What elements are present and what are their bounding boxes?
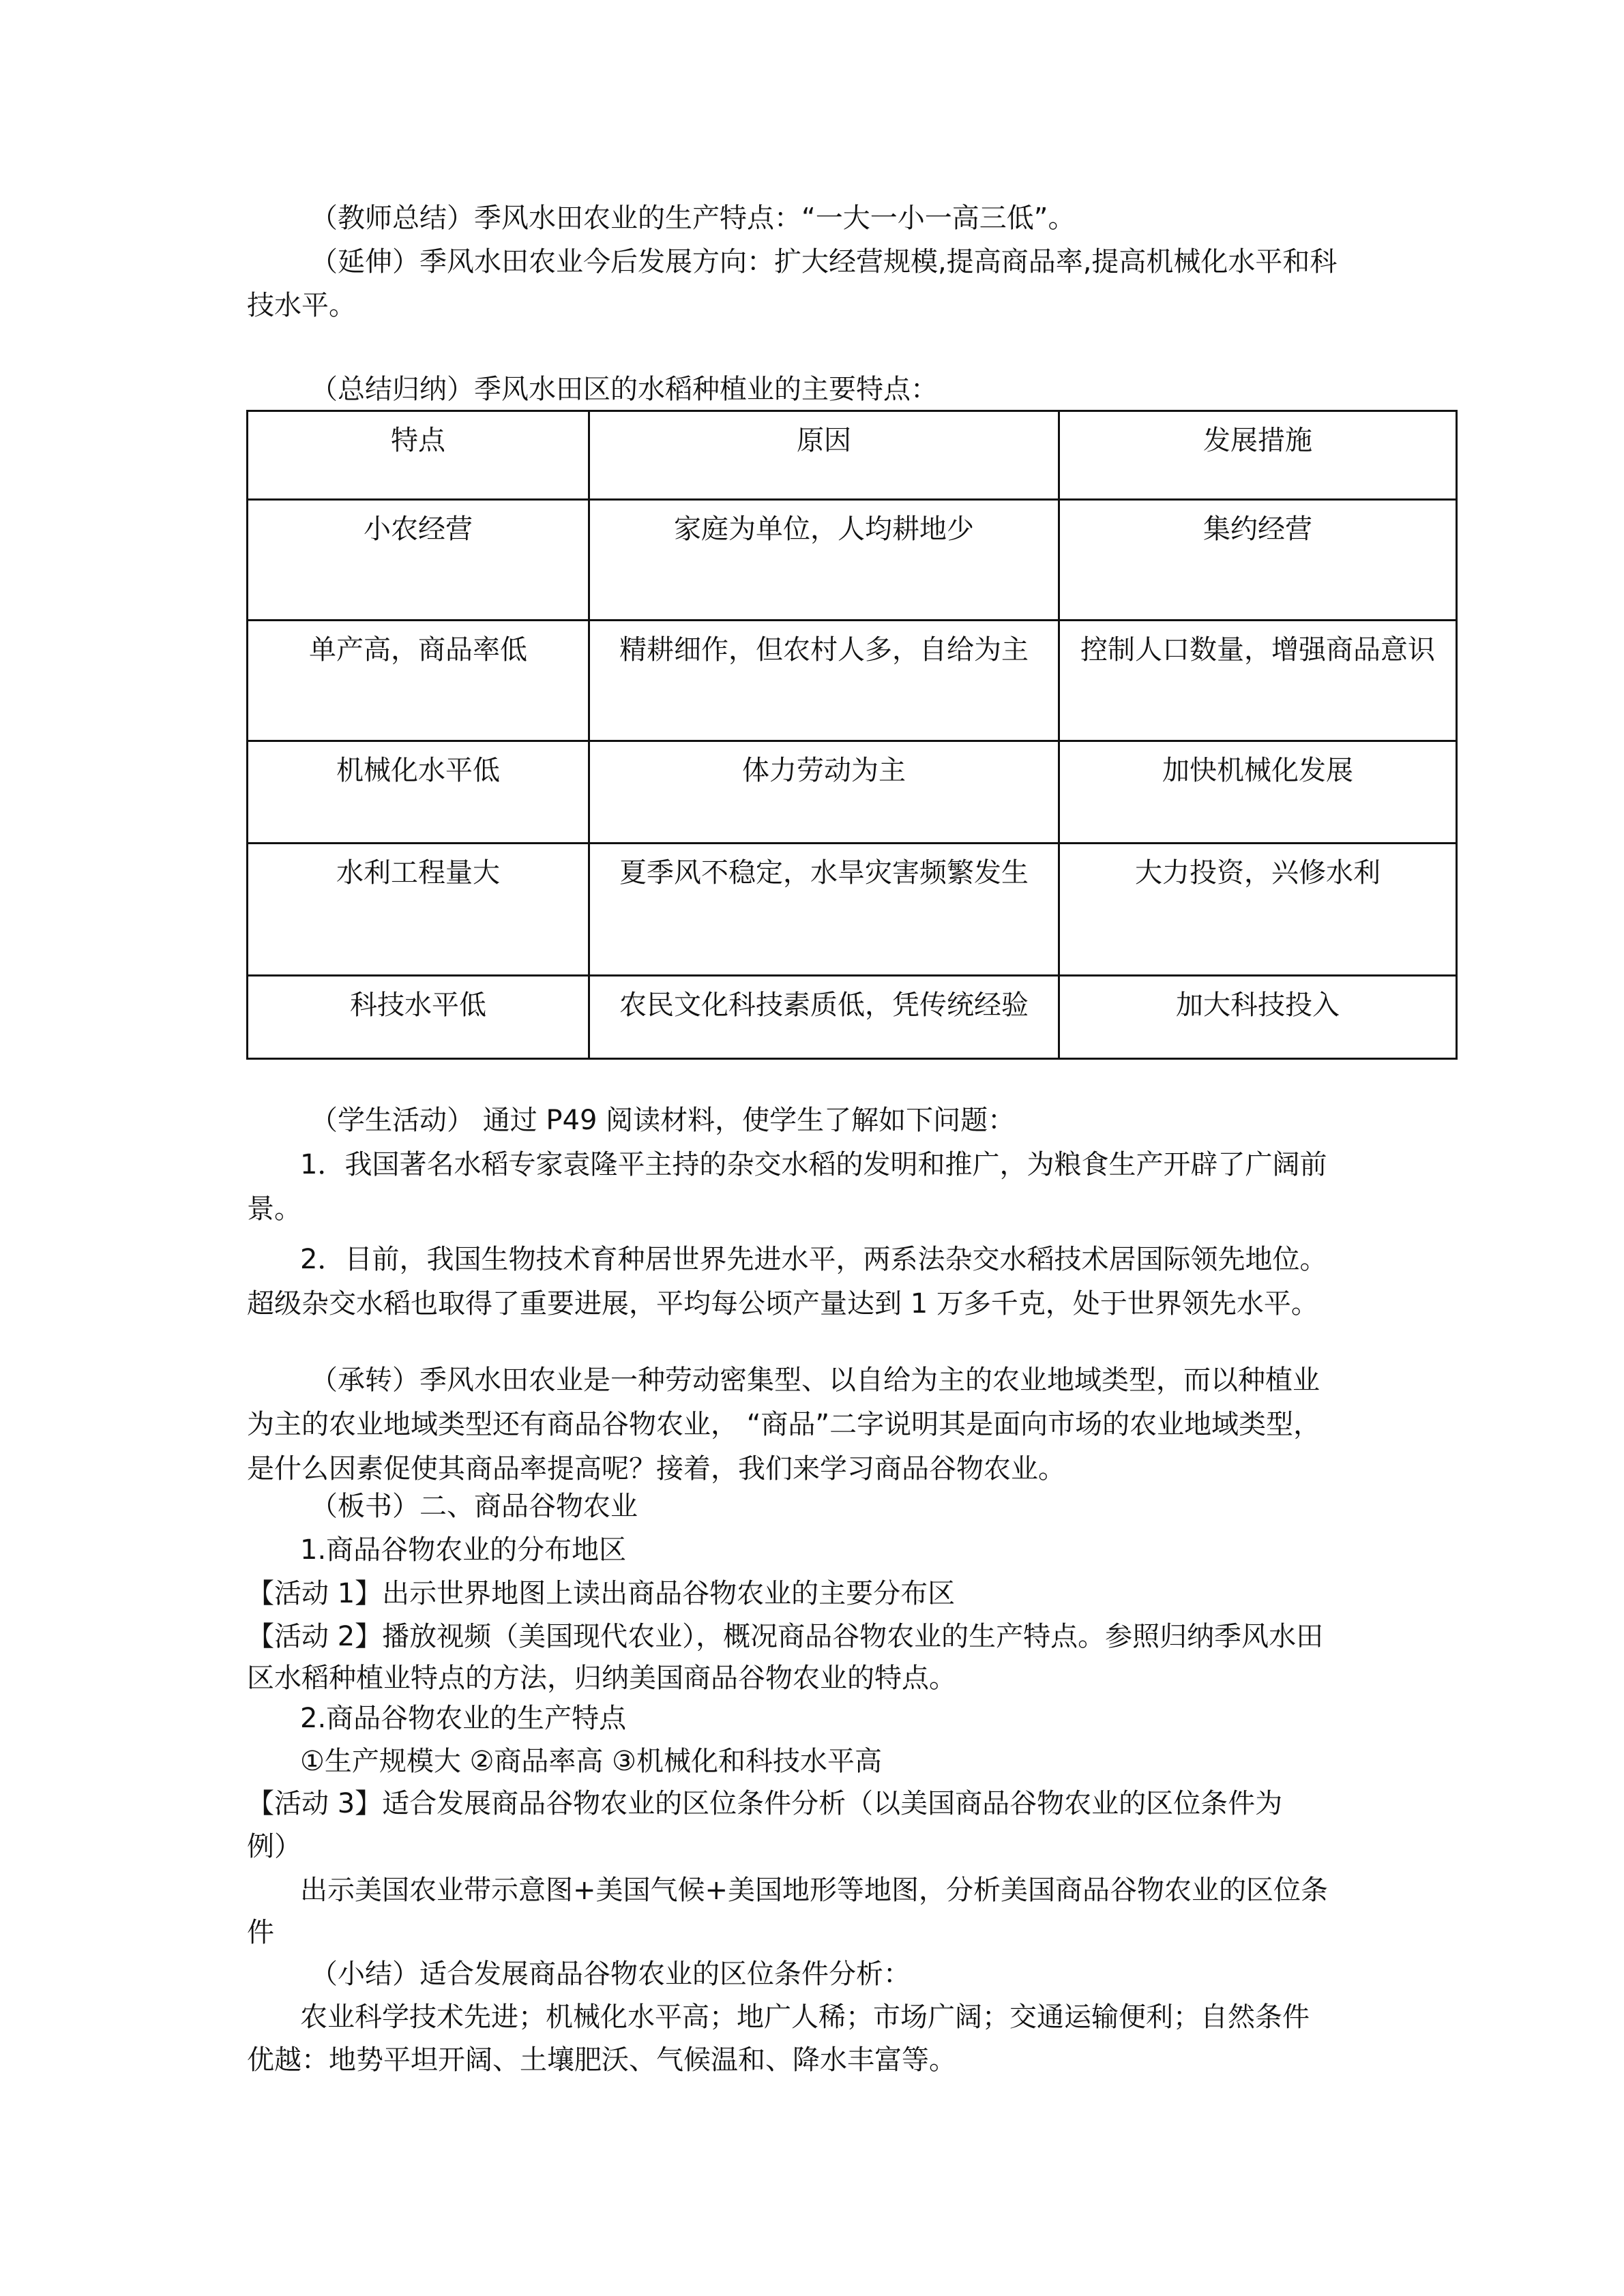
- table-cell: 夏季风不稳定，水旱灾害频繁发生: [589, 844, 1059, 976]
- table-row: [248, 500, 1457, 621]
- table-header-cell: 原因: [589, 411, 1059, 500]
- table-cell: 小农经营: [248, 500, 589, 621]
- features-table: [246, 410, 1435, 1058]
- table-cell: 体力劳动为主: [589, 741, 1059, 844]
- body-line: 出示美国农业带示意图+美国气候+美国地形等地图，分析美国商品谷物农业的区位条: [300, 1875, 1329, 1906]
- body-line: 1．我国著名水稻专家袁隆平主持的杂交水稻的发明和推广，为粮食生产开辟了广阔前: [300, 1149, 1327, 1180]
- body-line: 为主的农业地域类型还有商品谷物农业， “商品”二字说明其是面向市场的农业地域类型，: [247, 1409, 1321, 1440]
- table-row: [248, 741, 1457, 844]
- teacher-summary-line: （教师总结）季风水田农业的生产特点：“一大一小一高三低”。: [310, 203, 1076, 234]
- table-header-cell: 发展措施: [1059, 411, 1457, 500]
- table-cell: 家庭为单位，人均耕地少: [589, 500, 1059, 621]
- table-cell: 农民文化科技素质低，凭传统经验: [589, 976, 1059, 1059]
- student-activity-line: （学生活动） 通过 P49 阅读材料，使学生了解如下问题：: [310, 1105, 1016, 1136]
- table-cell: 机械化水平低: [248, 741, 589, 844]
- table-cell: 加大科技投入: [1059, 976, 1457, 1059]
- table-cell: 大力投资，兴修水利: [1059, 844, 1457, 976]
- body-line: 农业科学技术先进；机械化水平高；地广人稀；市场广阔；交通运输便利；自然条件: [300, 2001, 1310, 2033]
- body-line: 景。: [247, 1193, 301, 1225]
- extension-line-cont: 技水平。: [247, 290, 356, 321]
- body-line: 例）: [247, 1831, 301, 1862]
- body-line: 超级杂交水稻也取得了重要进展，平均每公顷产量达到 1 万多千克，处于世界领先水平。: [247, 1288, 1318, 1320]
- subheading: 1.商品谷物农业的分布地区: [300, 1534, 627, 1566]
- board-heading: （板书）二、商品谷物农业: [310, 1491, 638, 1522]
- body-line: 区水稻种植业特点的方法，归纳美国商品谷物农业的特点。: [247, 1663, 956, 1694]
- table-cell: 集约经营: [1059, 500, 1457, 621]
- table-cell: 科技水平低: [248, 976, 589, 1059]
- table-header-row: [248, 411, 1457, 500]
- body-line: 件: [247, 1917, 274, 1948]
- body-line: 优越：地势平坦开阔、土壤肥沃、气候温和、降水丰富等。: [247, 2044, 956, 2076]
- table-row: [248, 976, 1457, 1059]
- transition-line: （承转）季风水田农业是一种劳动密集型、以自给为主的农业地域类型，而以种植业: [310, 1365, 1320, 1396]
- activity-2-line: 【活动 2】播放视频（美国现代农业），概况商品谷物农业的生产特点。参照归纳季风水田: [247, 1621, 1324, 1652]
- body-line: 是什么因素促使其商品率提高呢？接着，我们来学习商品谷物农业。: [247, 1453, 1065, 1485]
- summary-heading: （总结归纳）季风水田区的水稻种植业的主要特点：: [310, 374, 938, 405]
- table-row: [248, 844, 1457, 976]
- table-cell: 水利工程量大: [248, 844, 589, 976]
- table-cell: 控制人口数量，增强商品意识: [1059, 621, 1457, 741]
- summary-line: （小结）适合发展商品谷物农业的区位条件分析：: [310, 1958, 911, 1990]
- table-header-cell: 特点: [248, 411, 589, 500]
- features-line: ①生产规模大 ②商品率高 ③机械化和科技水平高: [300, 1746, 883, 1777]
- activity-3-line: 【活动 3】适合发展商品谷物农业的区位条件分析（以美国商品谷物农业的区位条件为: [247, 1788, 1283, 1819]
- table-cell: 精耕细作，但农村人多，自给为主: [589, 621, 1059, 741]
- subheading: 2.商品谷物农业的生产特点: [300, 1703, 627, 1734]
- extension-line: （延伸）季风水田农业今后发展方向：扩大经营规模,提高商品率,提高机械化水平和科: [310, 246, 1338, 278]
- body-line: 2．目前，我国生物技术育种居世界先进水平，两系法杂交水稻技术居国际领先地位。: [300, 1244, 1327, 1275]
- table-row: [248, 621, 1457, 741]
- activity-1-line: 【活动 1】出示世界地图上读出商品谷物农业的主要分布区: [247, 1578, 956, 1609]
- table-cell: 加快机械化发展: [1059, 741, 1457, 844]
- table-cell: 单产高，商品率低: [248, 621, 589, 741]
